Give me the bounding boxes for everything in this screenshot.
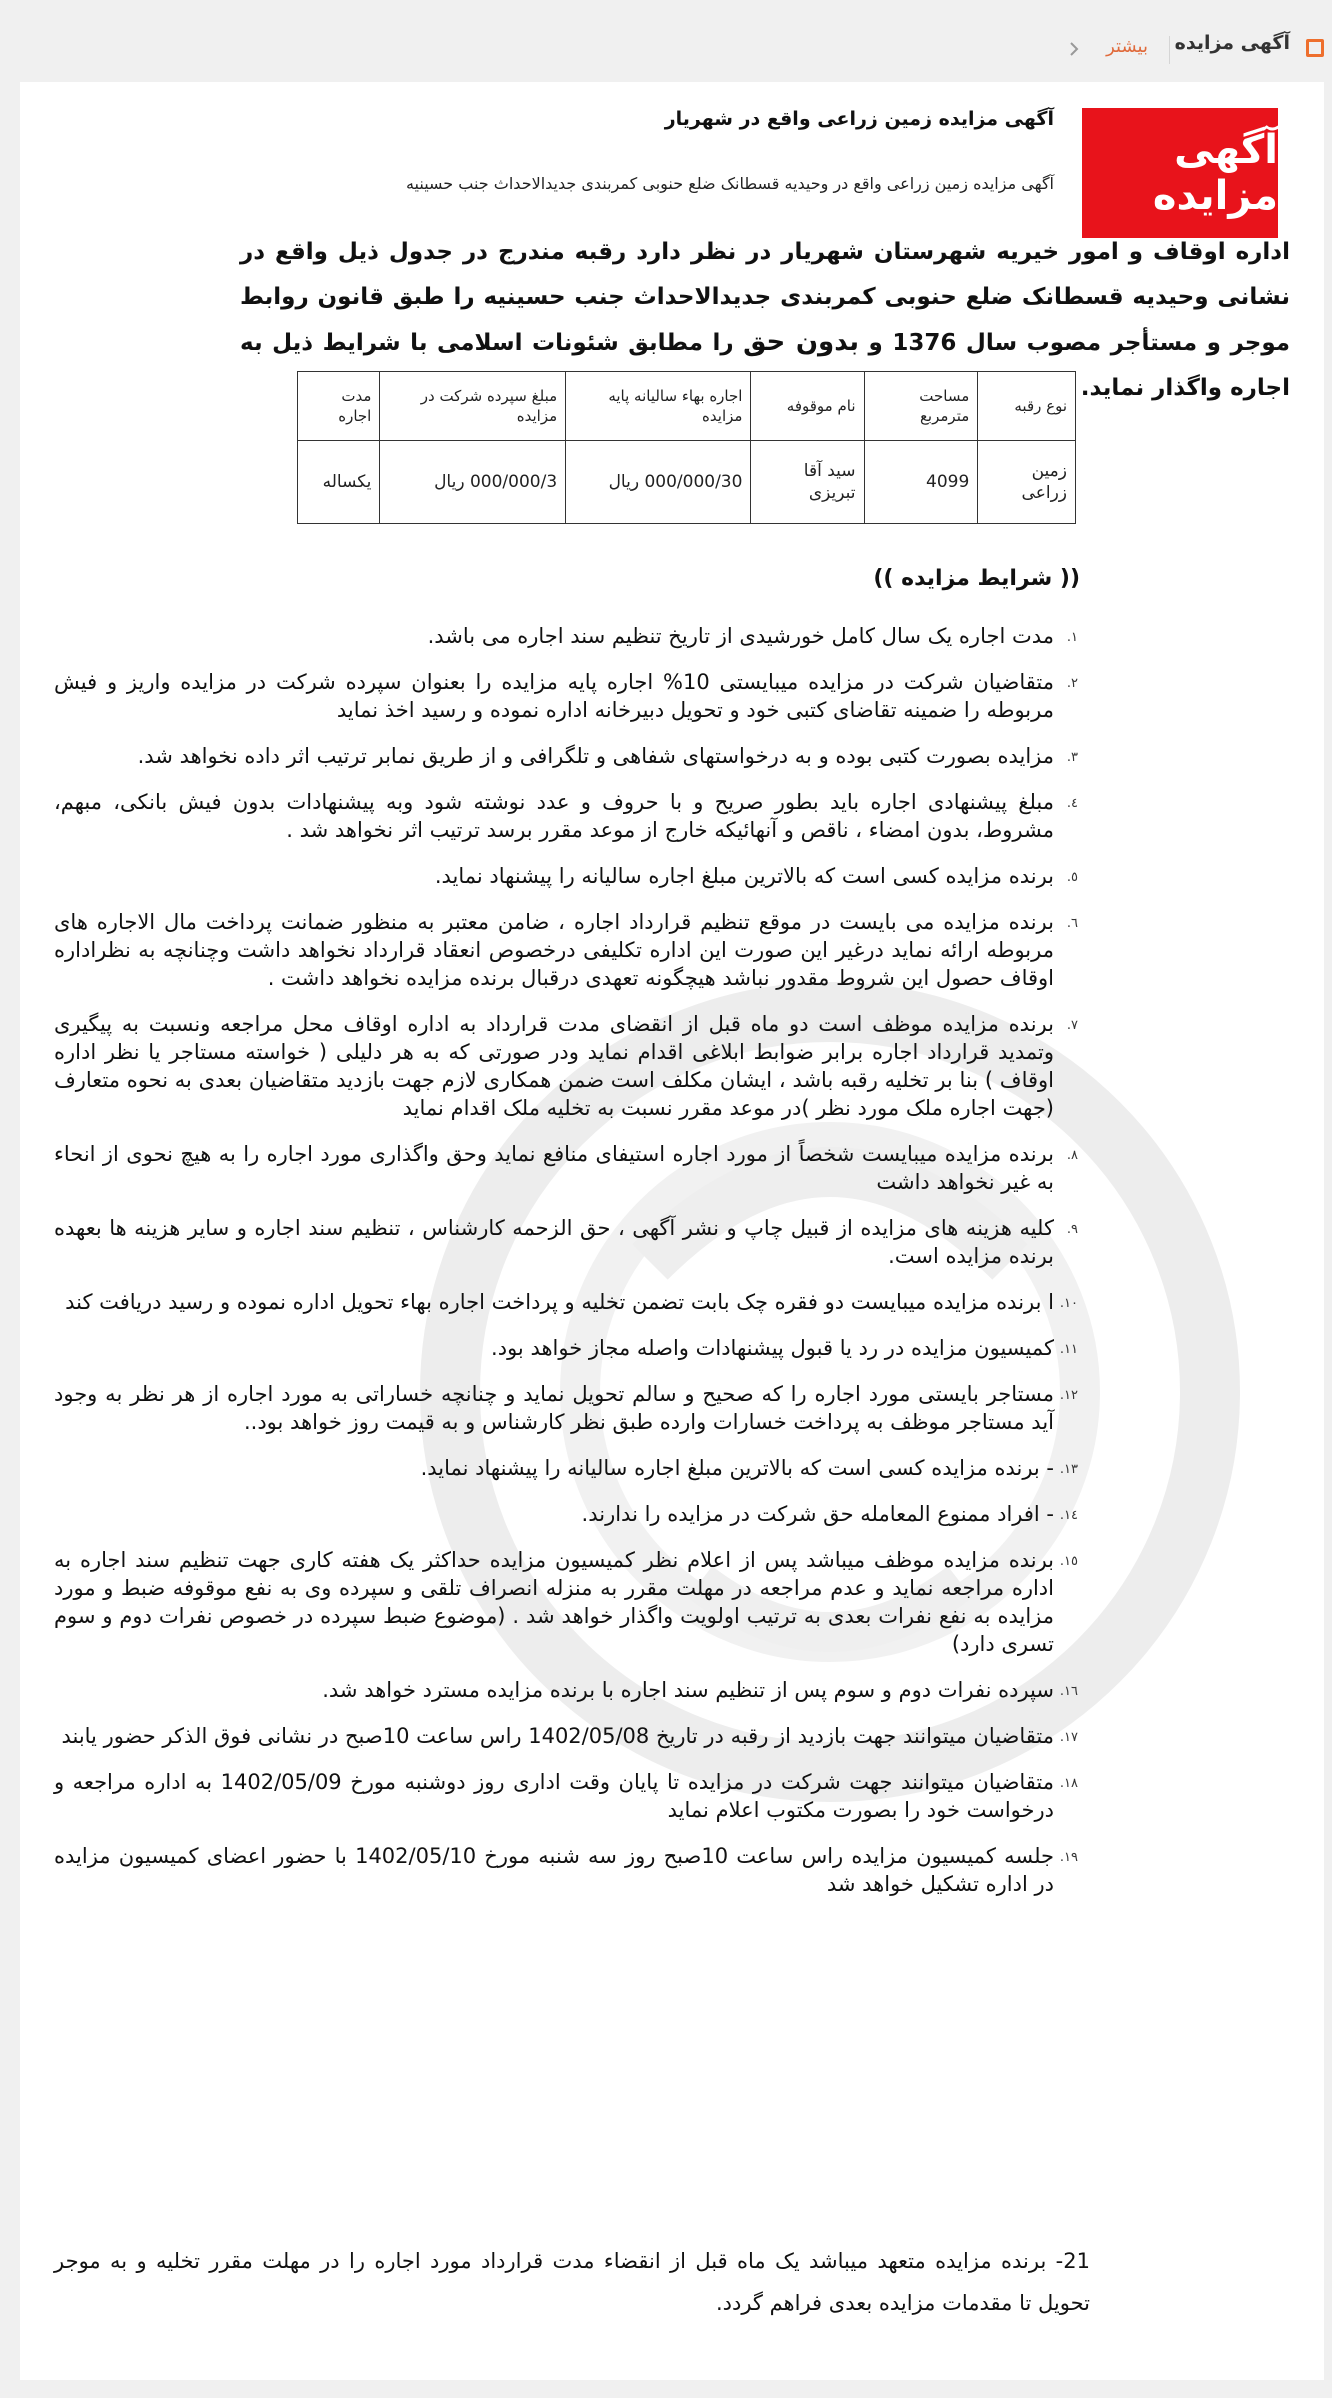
list-item-number: ٧.	[1066, 1018, 1078, 1033]
list-item-number: ١٧.	[1059, 1730, 1078, 1745]
section-title: آگهی مزایده	[1174, 32, 1290, 54]
list-item-number: ١٨.	[1059, 1776, 1078, 1791]
list-item-text: برنده مزایده کسی است که بالاترین مبلغ اجاره سالیانه را پیشنهاد نماید.	[434, 864, 1054, 888]
list-item-text: کمیسیون مزایده در رد یا قبول پیشنهادات واصله مجاز خواهد بود.	[491, 1336, 1054, 1360]
list-item-number: ١٠.	[1059, 1296, 1078, 1311]
table-cell: یکساله	[298, 441, 380, 524]
list-item	[54, 788, 1078, 844]
list-item-text: مبلغ پیشنهادی اجاره باید بطور صریح و با حروف و عدد نوشته شود وبه پیشنهادات بدون فیش بانکی، مبهم، مشروط، بدون امضاء ، ناقص و آنهائیکه خارج از موعد مقرر برسد ترتیب اثر نخواهد شد .	[54, 790, 1054, 842]
list-item-number: ٤.	[1066, 796, 1078, 811]
article-card	[20, 82, 1324, 2380]
list-item-number: ١١.	[1059, 1342, 1078, 1357]
list-item	[54, 908, 1078, 992]
list-item	[54, 862, 1078, 890]
top-nav-bar	[0, 0, 1332, 82]
list-item-number: ١.	[1066, 630, 1078, 645]
list-item	[54, 742, 1078, 770]
table-cell: سید آقا تبریزی	[751, 441, 864, 524]
list-item-number: ١٥.	[1059, 1554, 1078, 1569]
list-item-text: کلیه هزینه های مزایده از قبیل چاپ و نشر آگهی ، حق الزحمه کارشناس ، تنظیم سند اجاره و سایر هزینه ها بعهده برنده مزایده است.	[54, 1216, 1054, 1268]
table-header-row	[298, 372, 1076, 441]
list-item	[54, 1010, 1078, 1122]
table-cell: 000/000/3 ریال	[380, 441, 566, 524]
table-header-cell: مدت اجاره	[298, 372, 380, 441]
list-item-text: جلسه کمیسیون مزایده راس ساعت 10صبح روز سه شنبه مورخ 1402/05/10 با حضور اعضای کمیسیون مزایده در اداره تشکیل خواهد شد	[54, 1844, 1054, 1896]
intro-strong-text: بدون حق	[743, 327, 859, 357]
list-item	[54, 1722, 1078, 1750]
conditions-list	[54, 622, 1078, 1916]
list-item-text: - برنده مزایده کسی است که بالاترین مبلغ اجاره سالیانه را پیشنهاد نماید.	[420, 1456, 1054, 1480]
section-square-icon	[1306, 39, 1324, 57]
list-item	[54, 622, 1078, 650]
list-item-number: ٢.	[1066, 676, 1078, 691]
list-item-number: ١٤.	[1059, 1508, 1078, 1523]
list-item-text: برنده مزایده میبایست شخصاً از مورد اجاره استیفای منافع نماید وحق واگذاری مورد اجاره را به هیچ نحوی از انحاء به غیر نخواهد داشت	[54, 1142, 1054, 1194]
table-header-cell: نوع رقبه	[978, 372, 1076, 441]
list-item-text: مدت اجاره یک سال کامل خورشیدی از تاریخ تنظیم سند اجاره می باشد.	[427, 624, 1054, 648]
list-item	[54, 668, 1078, 724]
list-item	[54, 1546, 1078, 1658]
list-item-number: ٨.	[1066, 1148, 1078, 1163]
list-item-number: ٩.	[1066, 1222, 1078, 1237]
auction-banner-text: آگهی مزایده	[1152, 127, 1278, 219]
list-item-number: ١٦.	[1059, 1684, 1078, 1699]
auction-banner-image	[1082, 108, 1278, 238]
list-item	[54, 1288, 1078, 1316]
list-item-text: مزایده بصورت کتبی بوده و به درخواستهای شفاهی و تلگرافی و از طریق نمابر ترتیب اثر داده نخواهد شد.	[137, 744, 1054, 768]
more-link[interactable]: بیشتر	[1106, 36, 1148, 57]
intro-main-text: اداره اوقاف و امور خیریه شهرستان شهریار در نظر دارد رقبه مندرج در جدول ذیل واقع در نشانی وحیدیه قسطانک ضلع حنوبی کمربندی جدیدالاحداث جنب حسینیه را طبق قانون روابط موجر و مستأجر مصوب سال 1376 و	[240, 239, 1291, 356]
list-item-text: سپرده نفرات دوم و سوم پس از تنظیم سند اجاره با برنده مزایده مسترد خواهد شد.	[322, 1678, 1054, 1702]
list-item	[54, 1676, 1078, 1704]
table-cell: 4099	[864, 441, 978, 524]
list-item	[54, 1380, 1078, 1436]
list-item-number: ١٩.	[1059, 1850, 1078, 1865]
chevron-right-icon[interactable]	[1066, 40, 1082, 58]
table-cell: زمین زراعی	[978, 441, 1076, 524]
list-item-text: - افراد ممنوع المعامله حق شرکت در مزایده را ندارند.	[581, 1502, 1054, 1526]
lease-table	[297, 371, 1076, 524]
list-item	[54, 1334, 1078, 1362]
intro-end-text: را مطابق شئونات اسلامی با شرایط ذیل به اجاره واگذار نماید.	[240, 330, 1290, 401]
list-item-text: برنده مزایده موظف است دو ماه قبل از انقضای مدت قرارداد به اداره اوقاف محل مراجعه ونسبت به پیگیری وتمدید قرارداد اجاره برابر ضوابط ابلاغی اقدام نماید ودر صورتی که به هر دلیلی ( خواسته مستاجر یا نظر اداره اوقاف ) بنا بر تخلیه رقبه باشد ، ایشان مکلف است ضمن همکاری لازم جهت بازدید متقاضیان بعدی به نحوه متعارف (جهت اجاره ملک مورد نظر )در موعد مقرر نسبت به تخلیه ملک اقدام نماید	[54, 1012, 1054, 1120]
ad-subtitle: آگهی مزایده زمین زراعی واقع در وحیدیه قسطانک ضلع حنوبی کمربندی جدیدالاحداث جنب حسینیه	[405, 174, 1054, 193]
list-item-number: ١٢.	[1059, 1388, 1078, 1403]
nav-divider	[1169, 36, 1170, 64]
list-item-text: ا برنده مزایده میبایست دو فقره چک بابت تضمن تخلیه و پرداخت اجاره بهاء تحویل اداره نموده و رسید دریافت کند	[65, 1290, 1054, 1314]
table-header-cell: اجاره بهاء سالیانه پایه مزایده	[566, 372, 751, 441]
list-item	[54, 1768, 1078, 1824]
ad-title[interactable]: آگهی مزایده زمین زراعی واقع در شهریار	[664, 108, 1054, 130]
list-item-text: متقاضیان میتوانند جهت شرکت در مزایده تا پایان وقت اداری روز دوشنبه مورخ 1402/05/09 به اداره مراجعه و درخواست خود را بصورت مکتوب اعلام نماید	[54, 1770, 1055, 1822]
list-item-number: ٦.	[1066, 916, 1078, 931]
table-header-cell: مساحت مترمربع	[864, 372, 978, 441]
table-cell: 000/000/30 ریال	[566, 441, 751, 524]
list-item	[54, 1454, 1078, 1482]
list-item-number: ١٣.	[1059, 1462, 1078, 1477]
table-header-cell: مبلغ سپرده شرکت در مزایده	[380, 372, 566, 441]
table-row	[298, 441, 1076, 524]
list-item	[54, 1500, 1078, 1528]
conditions-heading: (( شرایط مزایده ))	[873, 566, 1080, 591]
list-item	[54, 1140, 1078, 1196]
final-condition-item: 21- برنده مزایده متعهد میباشد یک ماه قبل از انقضاء مدت قرارداد مورد اجاره را در مهلت مقرر تخلیه و به موجر تحویل تا مقدمات مزایده بعدی فراهم گردد.	[54, 2249, 1090, 2315]
list-item-text: برنده مزایده می بایست در موقع تنظیم قرارداد اجاره ، ضامن معتبر به منظور ضمانت پرداخت مال الاجاره های مربوطه ارائه نماید درغیر این صورت این اداره تکلیفی درخصوص انعقاد قرارداد نخواهد داشت وچنانچه به نظراداره اوقاف حصول این شروط مقدور نباشد هیچگونه تعهدی درقبال برنده مزایده نخواهد داشت .	[54, 910, 1054, 990]
list-item	[54, 1842, 1078, 1898]
list-item-text: متقاضیان میتوانند جهت بازدید از رقبه در تاریخ 1402/05/08 راس ساعت 10صبح در نشانی فوق الذکر حضور یابند	[61, 1724, 1054, 1748]
list-item-text: متقاضیان شرکت در مزایده میبایستی 10% اجاره پایه مزایده را بعنوان سپرده شرکت در مزایده واریز و فیش مربوطه را ضمینه تقاضای کتبی خود و تحویل دبیرخانه اداره نموده و رسید اخذ نماید	[54, 670, 1054, 722]
list-item	[54, 1214, 1078, 1270]
list-item-number: ٣.	[1066, 750, 1078, 765]
table-header-cell: نام موقوفه	[751, 372, 864, 441]
list-item-number: ٥.	[1066, 870, 1078, 885]
list-item-text: مستاجر بایستی مورد اجاره را که صحیح و سالم تحویل نماید و چنانچه خساراتی به مورد اجاره از هر نظر به وجود آید مستاجر موظف به پرداخت خسارات وارده طبق نظر کارشناس و به قیمت روز خواهد بود..	[54, 1382, 1054, 1434]
list-item-text: برنده مزایده موظف میباشد پس از اعلام نظر کمیسیون مزایده حداکثر یک هفته کاری جهت تنظیم سند اجاره به اداره مراجعه نماید و عدم مراجعه در مهلت مقرر به منزله انصراف تلقی و سپرده وی به نفع موقوفه ضبط و مورد مزایده به نفع نفرات بعدی به ترتیب اولویت واگذار خواهد شد . (موضوع ضبط سپرده در خصوص نفرات دوم و سوم تسری دارد)	[54, 1548, 1054, 1656]
